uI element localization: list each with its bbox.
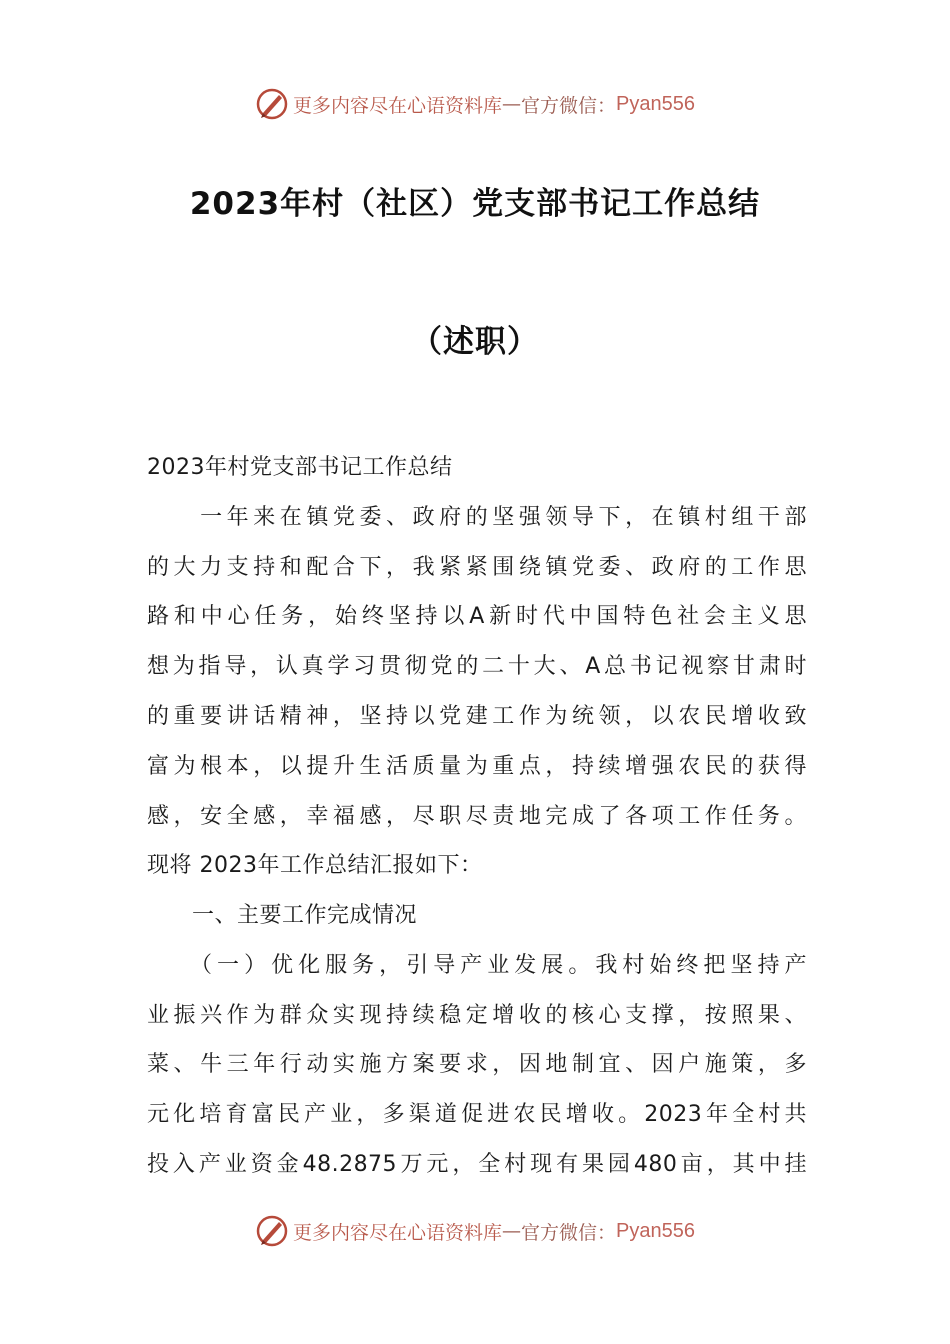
watermark-footer — [0, 1211, 950, 1251]
body-line: 菜、牛三年行动实施方案要求，因地制宜、因户施策，多 — [147, 1052, 807, 1077]
body-line: 的重要讲话精神，坚持以党建工作为统领，以农民增收致 — [147, 704, 807, 729]
section-heading: 一、主要工作完成情况 — [147, 903, 418, 928]
body-line: 想为指导，认真学习贯彻党的二十大、A总书记视察甘肃时 — [147, 654, 807, 679]
body-line: 现将 2023年工作总结汇报如下： — [147, 853, 483, 878]
body-line: 的大力支持和配合下，我紧紧围绕镇党委、政府的工作思 — [147, 555, 807, 580]
watermark-sub-text: 官方微信： — [521, 1221, 617, 1244]
body-line: 投入产业资金48.2875万元，全村现有果园480亩，其中挂 — [147, 1152, 807, 1177]
watermark-sub-text: 官方微信： — [521, 94, 617, 117]
body-heading: 2023年村党支部书记工作总结 — [147, 455, 453, 480]
watermark-header — [0, 84, 950, 124]
body-line: 路和中心任务，始终坚持以A新时代中国特色社会主义思 — [147, 604, 807, 629]
watermark-wechat-id: Pyan556 — [616, 92, 695, 115]
body-line: 感，安全感，幸福感，尽职尽责地完成了各项工作任务。 — [147, 804, 807, 829]
body-line: 一年来在镇党委、政府的坚强领导下，在镇村组干部 — [147, 505, 807, 530]
body-line: 富为根本，以提升生活质量为重点，持续增强农民的获得 — [147, 754, 807, 779]
watermark-main-text: 更多内容尽在心语资料库 — [293, 1221, 503, 1244]
document-title: 2023年村（社区）党支部书记工作总结 — [189, 186, 761, 222]
body-line: 业振兴作为群众实现持续稳定增收的核心支撑，按照果、 — [147, 1003, 807, 1028]
watermark-main-text: 更多内容尽在心语资料库 — [293, 94, 503, 117]
watermark-wechat-id: Pyan556 — [616, 1219, 695, 1242]
watermark-dash: — — [502, 1220, 522, 1242]
body-line: 元化培育富民产业，多渠道促进农民增收。2023年全村共 — [147, 1102, 807, 1127]
watermark-dash: — — [502, 93, 522, 115]
pen-logo-icon — [255, 87, 289, 121]
document-subtitle: （述职） — [411, 324, 539, 360]
pen-logo-icon — [255, 1214, 289, 1248]
body-line: （一）优化服务，引导产业发展。我村始终把坚持产 — [147, 953, 807, 978]
